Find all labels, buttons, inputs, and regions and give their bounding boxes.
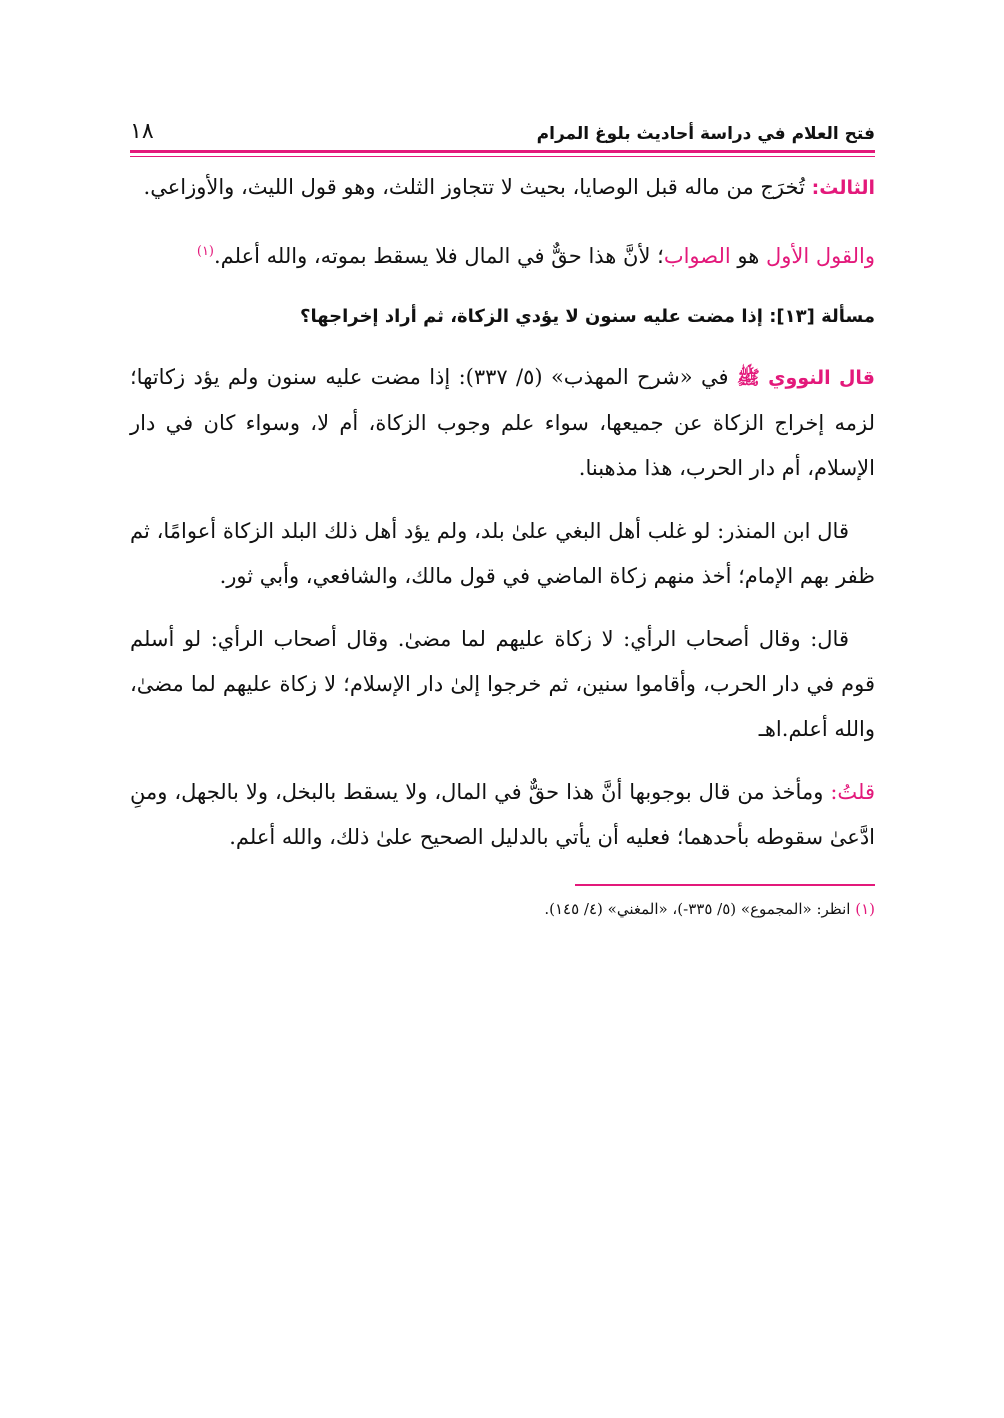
paragraph-text: في «شرح المهذب» (٥/ ٣٣٧): إذا مضت عليه سنون ولم يؤد زكاتها؛ لزمه إخراج الزكاة عن جميعها، سواء علم وجوب الزكاة، أم لا، وسواء كان في دار الإسلام، أم دار الحرب، هذا مذهبنا. (130, 365, 875, 480)
book-title: فتح العلام في دراسة أحاديث بلوغ المرام (536, 124, 875, 144)
page-header (130, 110, 875, 144)
paragraph-ashab-alray: قال: وقال أصحاب الرأي: لا زكاة عليهم لما مضىٰ. وقال أصحاب الرأي: لو أسلم قوم في دار الحرب، وأقاموا سنين، ثم خرجوا إلىٰ دار الإسلام؛ لا زكاة عليهم لما مضىٰ، والله أعلم.اهـ (130, 627, 875, 741)
paragraph-ibn-mundhir: قال ابن المنذر: لو غلب أهل البغي علىٰ بلد، ولم يؤد أهل ذلك البلد الزكاة أعوامًا، ثم ظفر بهم الإمام؛ أخذ منهم زكاة الماضي في قول مالك، والشافعي، وأبي ثور. (130, 519, 875, 588)
footnote-text: انظر: «المجموع» (٥/ ٣٣٥-)، «المغني» (٤/ ١٤٥). (544, 900, 856, 918)
question-heading: مسألة [١٣]: إذا مضت عليه سنون لا يؤدي الزكاة، ثم أراد إخراجها؟ (300, 306, 875, 327)
paragraph-text: تُخرَج من ماله قبل الوصايا، بحيث لا تتجاوز الثلث، وهو قول الليث، والأوزاعي. (143, 175, 812, 199)
highlight-correct: الصواب (663, 244, 731, 268)
footnote (130, 896, 875, 922)
main-text (130, 165, 875, 860)
label-nawawi: قال النووي ﷺ (736, 367, 876, 389)
paragraph-third-opinion (130, 165, 875, 211)
paragraph-text: هو (730, 244, 766, 268)
paragraph-text: ومأخذ من قال بوجوبها أنَّ هذا حقٌّ في المال، ولا يسقط بالبخل، ولا بالجهل، ومنِ ادَّعىٰ سقوطه بأحدهما؛ فعليه أن يأتي بالدليل الصحيح علىٰ ذلك، والله أعلم. (130, 780, 875, 849)
header-rule-thick (130, 150, 875, 153)
page-number: ١٨ (130, 119, 154, 144)
page (130, 110, 875, 922)
footnote-divider (575, 884, 875, 886)
footnote-number: (١) (855, 900, 875, 918)
paragraph-nawawi (130, 355, 875, 491)
highlight-first-opinion: والقول الأول (766, 244, 875, 268)
paragraph-first-opinion (130, 229, 875, 279)
header-rule-thin (130, 156, 875, 157)
paragraph-text: ؛ لأنَّ هذا حقٌّ في المال فلا يسقط بموته، والله أعلم. (214, 244, 664, 268)
paragraph-author-comment (130, 770, 875, 860)
footnote-reference[interactable]: (١) (196, 244, 214, 259)
label-qultu: قلتُ: (830, 780, 875, 804)
label-third: الثالث: (811, 177, 875, 199)
